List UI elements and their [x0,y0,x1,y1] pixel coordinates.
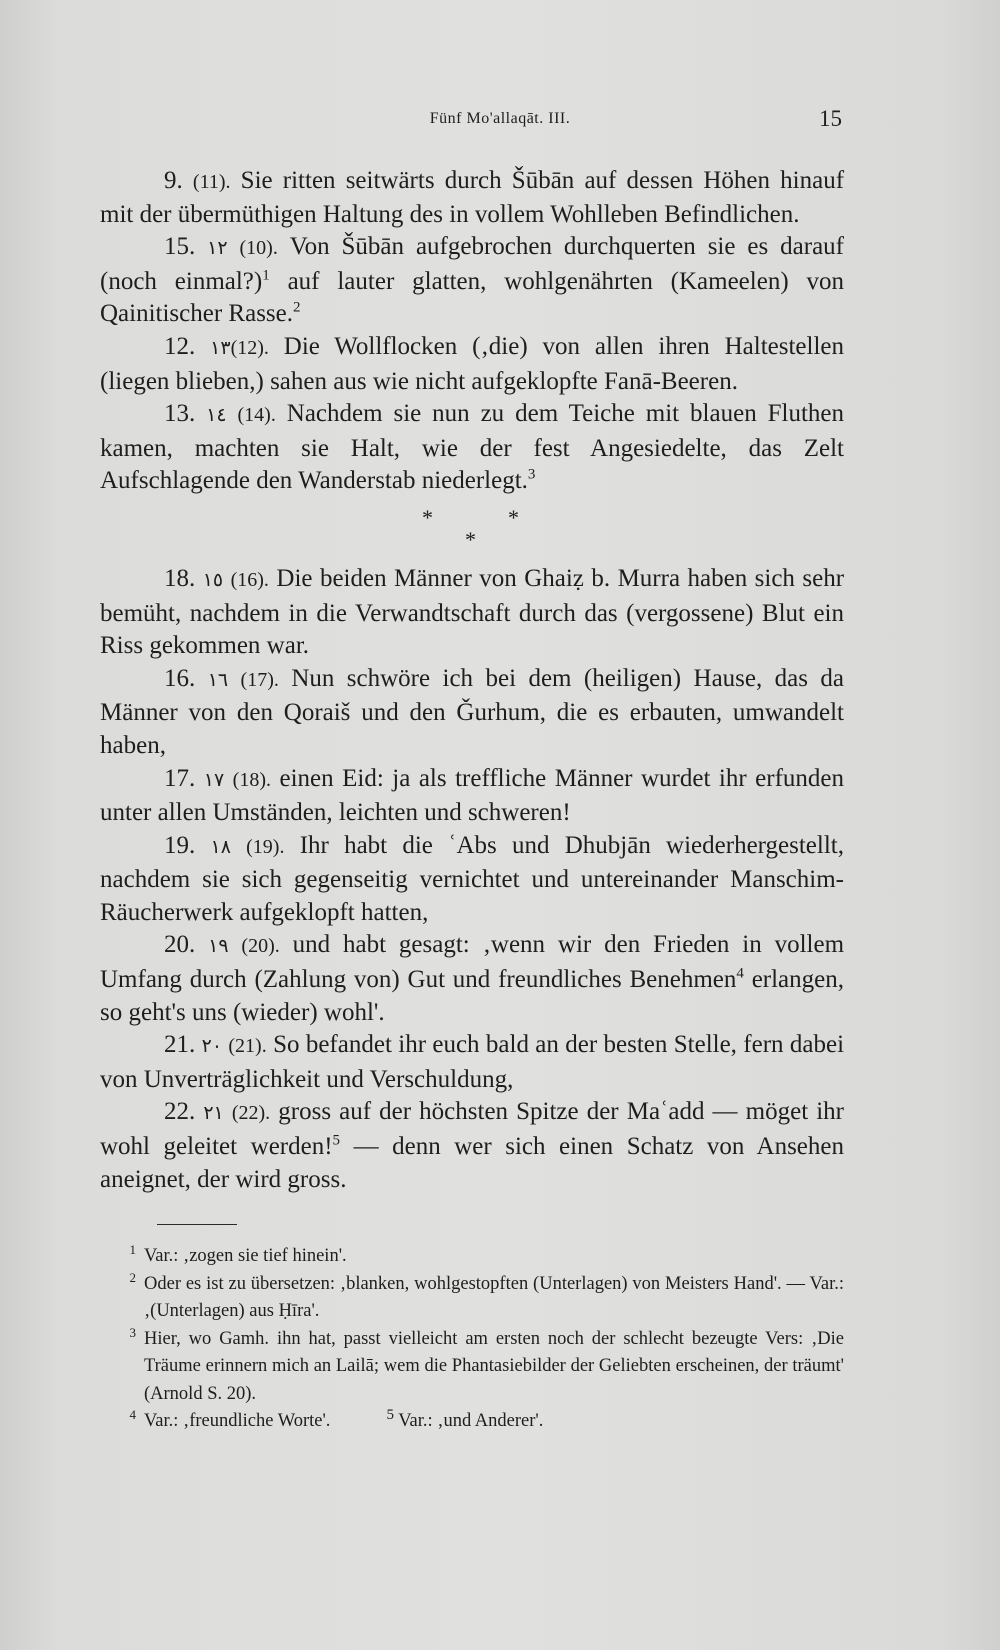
verse-paragraph [100,398,844,498]
footnote-text: Var.: ‚und Anderer'. [398,1411,544,1431]
footnote-ref: 4 [736,965,744,982]
arabic-verse-number: ١٨ [210,836,231,858]
original-verse-number: (11). [192,171,231,193]
verse-paragraph [100,563,844,663]
verse-number: 16. [164,664,196,692]
separator-star: * [465,526,476,552]
separator-star: * [422,504,433,530]
footnotes [100,1243,844,1436]
verse-text: Die Wollflocken (‚die) von allen ihren Haltestellen (liegen blieben,) sahen aus wie nicht aufgeklopfte Fanā-Beeren. [100,332,845,395]
footnote-mark: 5 [386,1406,394,1423]
main-text [100,165,844,1196]
verse-number: 9. [164,167,183,194]
original-verse-number: (14). [237,404,276,427]
arabic-verse-number: ١٣ [210,337,231,359]
verse-text: einen Eid: ja als treffliche Männer wurdet ihr erfunden unter allen Umständen, leichten und schweren! [100,764,845,827]
verse-number: 22. [164,1098,196,1126]
footnote-text: Hier, wo Gamh. ihn hat, passt vielleicht am ersten noch der schlecht bezeugte Vers: ‚Die Träume erinnern mich an Lailā; wem die Phantasiebilder der Geliebten erscheinen, der träumt' (Arnold S. 20). [144,1328,844,1404]
verse-number: 20. [164,931,196,959]
verse-number: 15. [164,233,196,261]
verse-text: Sie ritten seitwärts durch Šūbān auf dessen Höhen hinauf mit der übermüthigen Haltung des in vollem Wohlleben Befindlichen. [100,167,845,228]
footnote [100,1408,844,1436]
verse-text: Ihr habt die ʿAbs und Dhubjān wiederhergestellt, nachdem sie sich gegenseitig vernichtet und untereinander Manschim-Räucherwerk aufgeklopft hatten, [100,831,844,926]
footnote-mark: 4 [129,1406,136,1422]
footnote [100,1243,844,1271]
footnote-ref: 1 [262,267,270,284]
verse-text: So befandet ihr euch bald an der besten Stelle, fern dabei von Unverträglichkeit und Verschuldung, [100,1031,845,1093]
separator-star: * [508,504,519,530]
arabic-verse-number: ١٩ [208,936,229,958]
verse-text: Nun schwöre ich bei dem (heiligen) Hause, das da Männer von den Qoraiš und den Ǧurhum, die es erbauten, umwandelt haben, [100,664,845,759]
verse-paragraph [100,231,844,331]
arabic-verse-number: ٢٠ [201,1036,223,1058]
original-verse-number: (21). [228,1035,267,1058]
verse-paragraph [100,763,844,830]
footnote-ref: 3 [527,467,536,484]
footnote-rule [157,1224,237,1225]
verse-paragraph [100,929,844,1029]
original-verse-number: (20). [241,935,280,958]
original-verse-number: (22). [231,1102,271,1125]
footnote [100,1326,844,1409]
footnote-text: Var.: ‚freundliche Worte'. [144,1411,331,1431]
verse-paragraph [100,663,844,763]
page-number: 15 [819,106,842,131]
arabic-verse-number: ١٤ [206,405,227,427]
verse-number: 12. [164,332,196,360]
verse-text: und habt gesagt: ‚wenn wir den Frieden in vollem Umfang durch (Zahlung von) Gut und freundliches Benehmen [100,931,845,994]
footnote-text: Var.: ‚zogen sie tief hinein'. [144,1246,347,1266]
verse-text: Von Šūbān aufgebrochen durchquerten sie es darauf (noch einmal?) [100,233,844,295]
arabic-verse-number: ١٧ [203,769,225,791]
original-verse-number: (10). [239,237,278,260]
verse-paragraph [100,165,844,231]
section-separator [100,498,844,563]
arabic-verse-number: ١٢ [207,238,228,260]
footnote-mark: 2 [129,1269,136,1285]
original-verse-number: (12). [230,336,269,359]
verse-number: 19. [164,831,196,859]
verse-paragraph [100,1029,844,1096]
original-verse-number: (19). [246,835,285,858]
verse-paragraph [100,331,844,398]
original-verse-number: (16). [230,568,269,591]
verse-text: Nachdem sie nun zu dem Teiche mit blauen Fluthen kamen, machten sie Halt, wie der fest Angesiedelte, das Zelt Aufschlagende den Wanderstab niederlegt. [100,400,845,495]
verse-text: auf lauter glatten, wohlgenährten (Kameelen) von Qainitischer Rasse. [100,267,845,328]
verse-text: — denn wer sich einen Schatz von Ansehen aneignet, der wird gross. [100,1133,844,1193]
verse-paragraph [100,1096,844,1196]
footnote-mark: 3 [129,1324,136,1340]
verse-text: erlangen, so geht's uns (wieder) wohl'. [100,966,845,1026]
footnote-ref: 5 [332,1132,341,1149]
original-verse-number: (17). [240,668,279,691]
footnote-ref: 2 [293,300,301,317]
verse-paragraph [100,830,844,930]
original-verse-number: (18). [232,768,271,791]
arabic-verse-number: ٢١ [203,1103,224,1125]
footnote-mark: 1 [129,1241,136,1257]
running-title: Fünf Mo'allaqāt. III. [429,110,571,127]
verse-number: 18. [164,564,196,592]
verse-text: gross auf der höchsten Spitze der Maʿadd — möget ihr wohl geleitet werden! [100,1098,844,1161]
verse-number: 13. [164,400,196,428]
footnote-text: Oder es ist zu übersetzen: ‚blanken, wohlgestopften (Unterlagen) von Meisters Hand'. — Var.: ‚(Unterlagen) aus Ḥīra'. [144,1273,844,1321]
footnote [100,1271,844,1326]
verse-number: 17. [164,764,196,792]
verse-number: 21. [164,1031,196,1059]
verse-text: Die beiden Männer von Ghaiẓ b. Murra haben sich sehr bemüht, nachdem in die Verwandtschaft durch das (vergossene) Blut ein Riss gekommen war. [100,564,845,660]
arabic-verse-number: ١٥ [202,569,224,591]
arabic-verse-number: ١٦ [207,669,229,691]
